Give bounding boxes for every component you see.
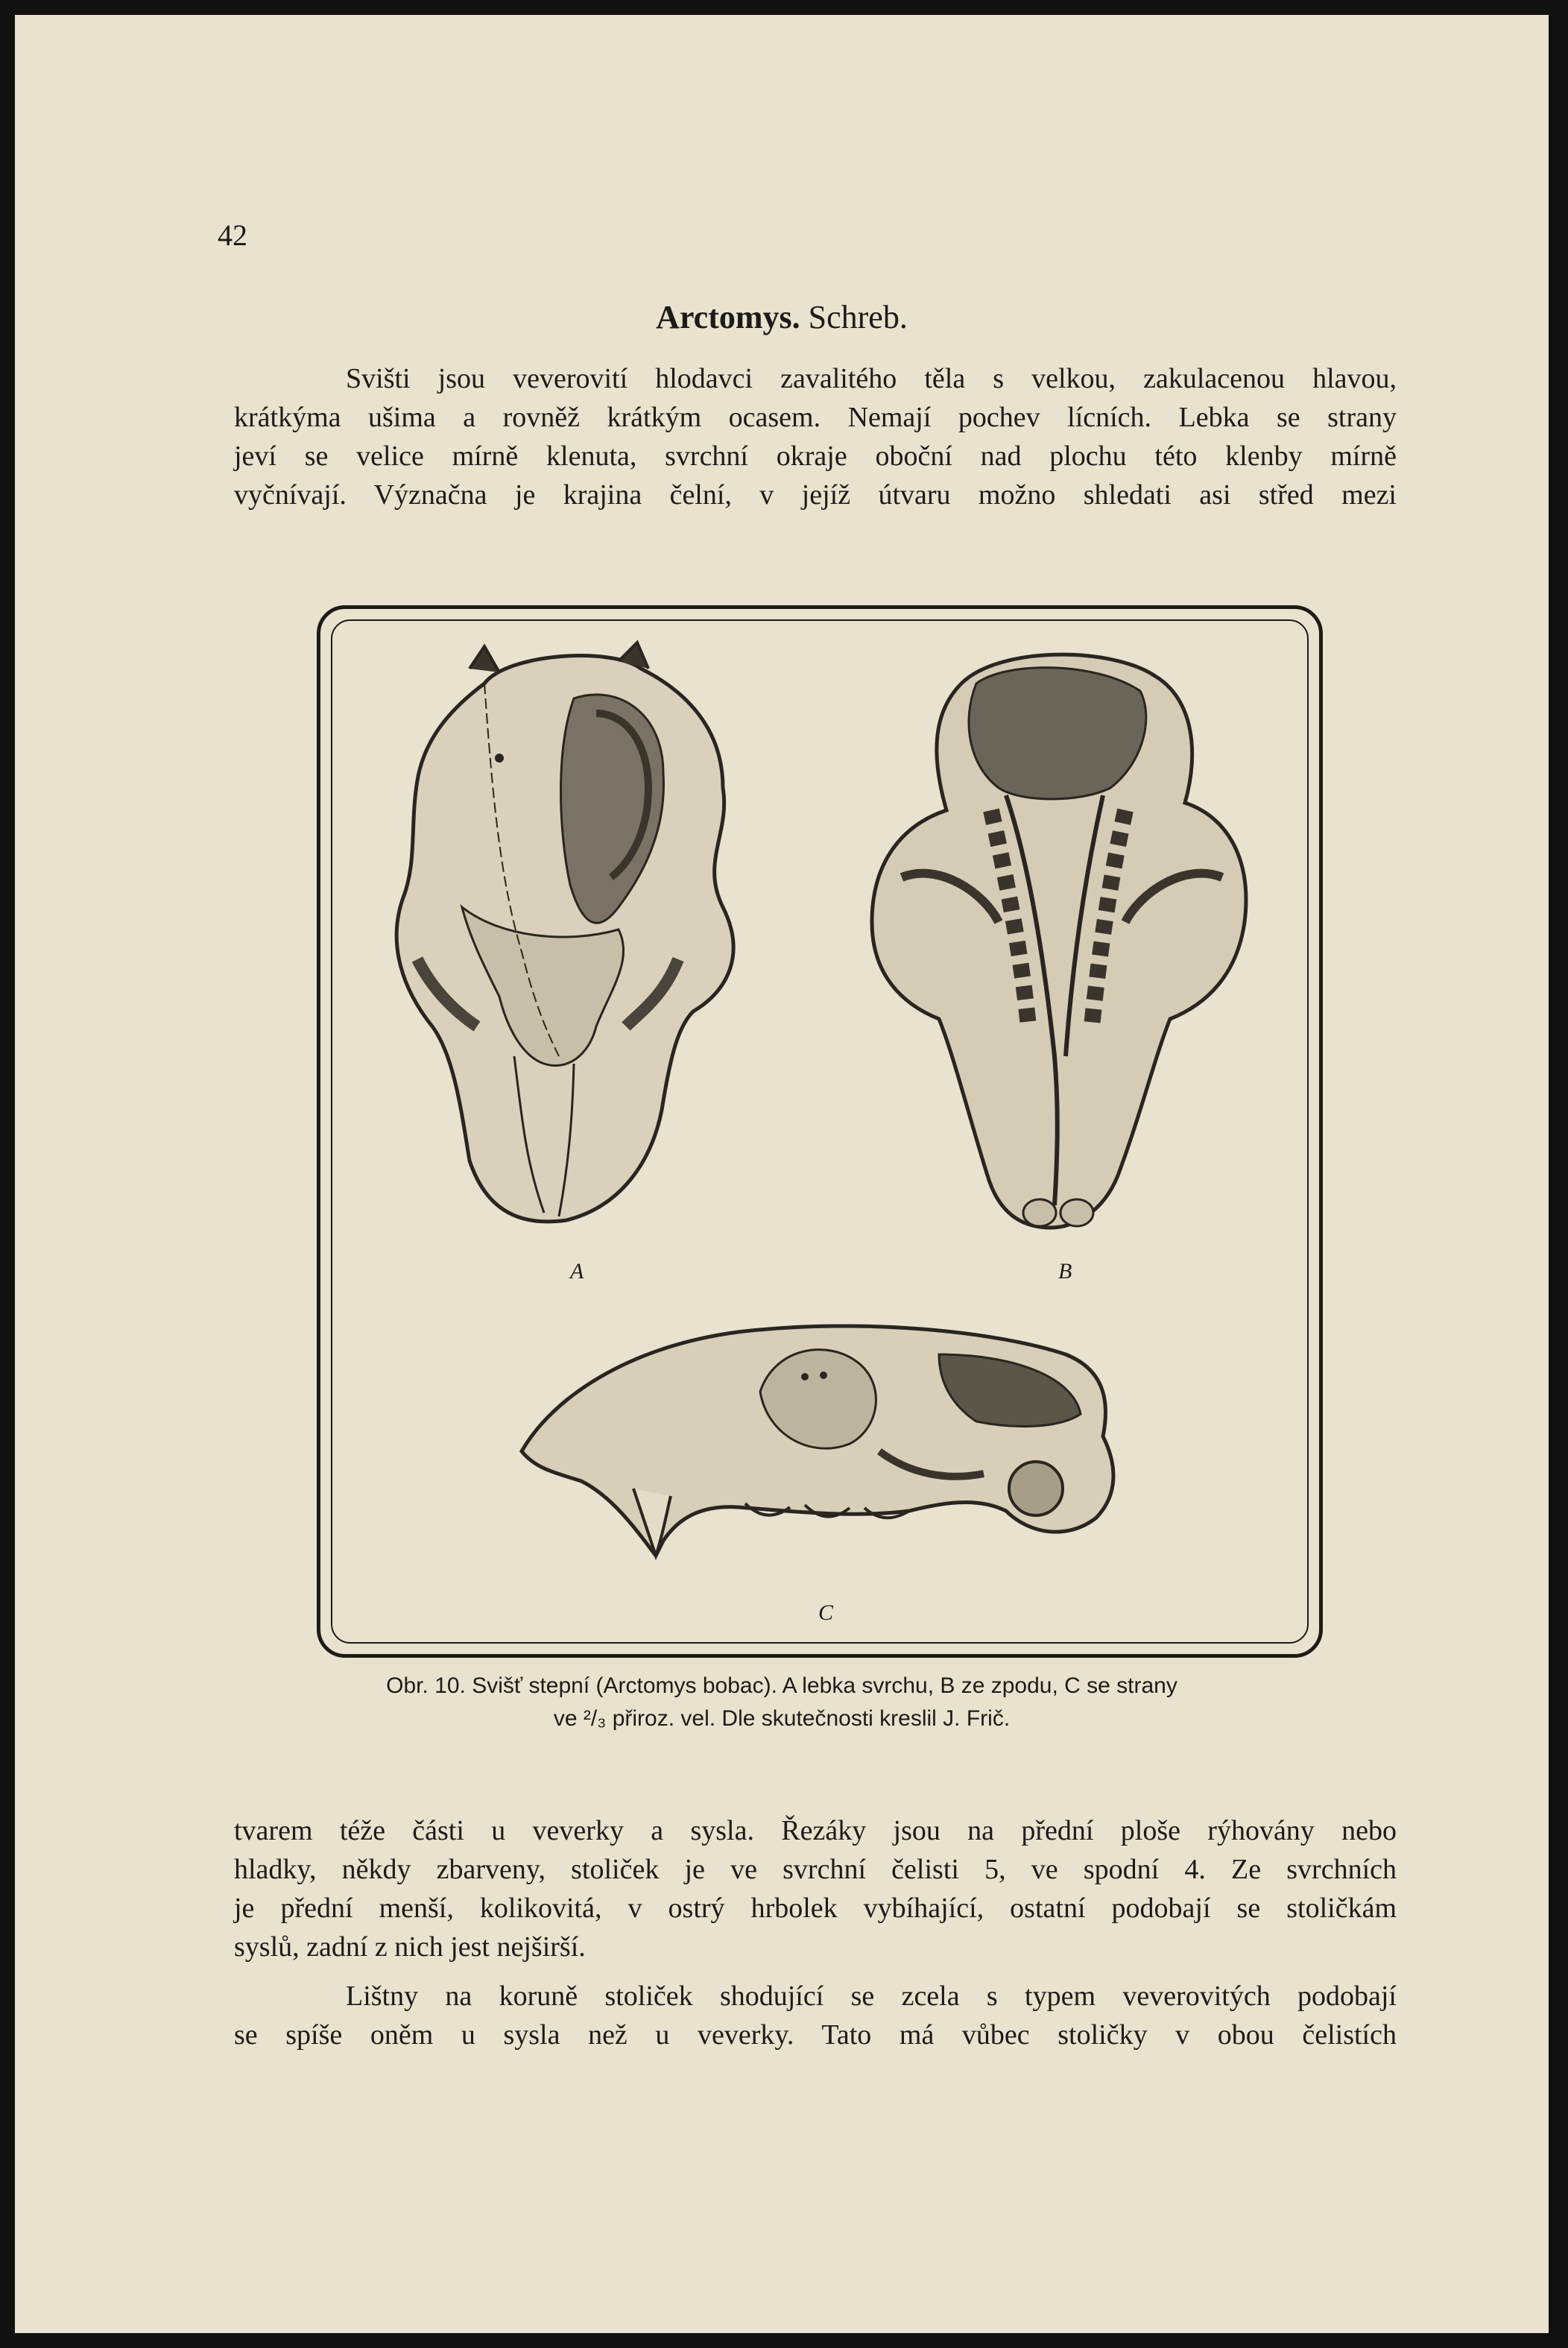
- paragraph-intro: [234, 359, 1397, 514]
- caption-line: Obr. 10. Svišť stepní (Arctomys bobac). A lebka svrchu, B ze zpodu, C se strany: [386, 1673, 1177, 1698]
- book-page: [15, 15, 1549, 2333]
- skull-side-view-illustration: [492, 1302, 1140, 1571]
- text-line: vyčnívají. Význačna je krajina čelní, v jejíž útvaru možno shledati asi střed mezi: [234, 479, 1397, 511]
- text-line: se spíše oněm u sysla než u veverky. Tato má vůbec stoličky v obou čelistích: [234, 2019, 1397, 2051]
- genus-author: Schreb.: [808, 299, 908, 335]
- section-title: [15, 298, 1549, 336]
- text-line: hladky, někdy zbarveny, stoliček je ve svrchní čelisti 5, ve spodní 4. Ze svrchních: [234, 1854, 1397, 1885]
- figure-label-a: A: [570, 1259, 584, 1284]
- paragraph-teeth: [234, 1811, 1397, 1966]
- text-line: syslů, zadní z nich jest nejširší.: [234, 1931, 586, 1963]
- skull-top-view-illustration: [373, 639, 760, 1235]
- skull-bottom-view-illustration: [857, 639, 1274, 1235]
- figure-frame: [317, 605, 1323, 1658]
- text-line: krátkýma ušima a rovněž krátkým ocasem. Nemají pochev lícních. Lebka se strany: [234, 402, 1397, 433]
- caption-line: ve ²/₃ přiroz. vel. Dle skutečnosti kreslil J. Frič.: [553, 1706, 1011, 1731]
- text-line: je přední menší, kolikovitá, v ostrý hrbolek vybíhající, ostatní podobají se stoličkám: [234, 1893, 1397, 1924]
- text-line: Lištny na koruně stoliček shodující se zcela s typem veverovitých podobají: [346, 1981, 1397, 2012]
- text-line: Svišti jsou veverovití hlodavci zavalitého těla s velkou, zakulacenou hlavou,: [346, 363, 1397, 394]
- genus-name: Arctomys.: [656, 299, 800, 335]
- page-number: 42: [218, 218, 247, 252]
- figure-label-c: C: [818, 1600, 834, 1625]
- paragraph-molars: [234, 1977, 1397, 2054]
- figure-caption: [15, 1670, 1549, 1735]
- figure-label-b: B: [1058, 1259, 1072, 1284]
- text-line: tvarem téže části u veverky a sysla. Řezáky jsou na přední ploše rýhovány nebo: [234, 1815, 1397, 1846]
- text-line: jeví se velice mírně klenuta, svrchní okraje oboční nad plochu této klenby mírně: [234, 441, 1397, 472]
